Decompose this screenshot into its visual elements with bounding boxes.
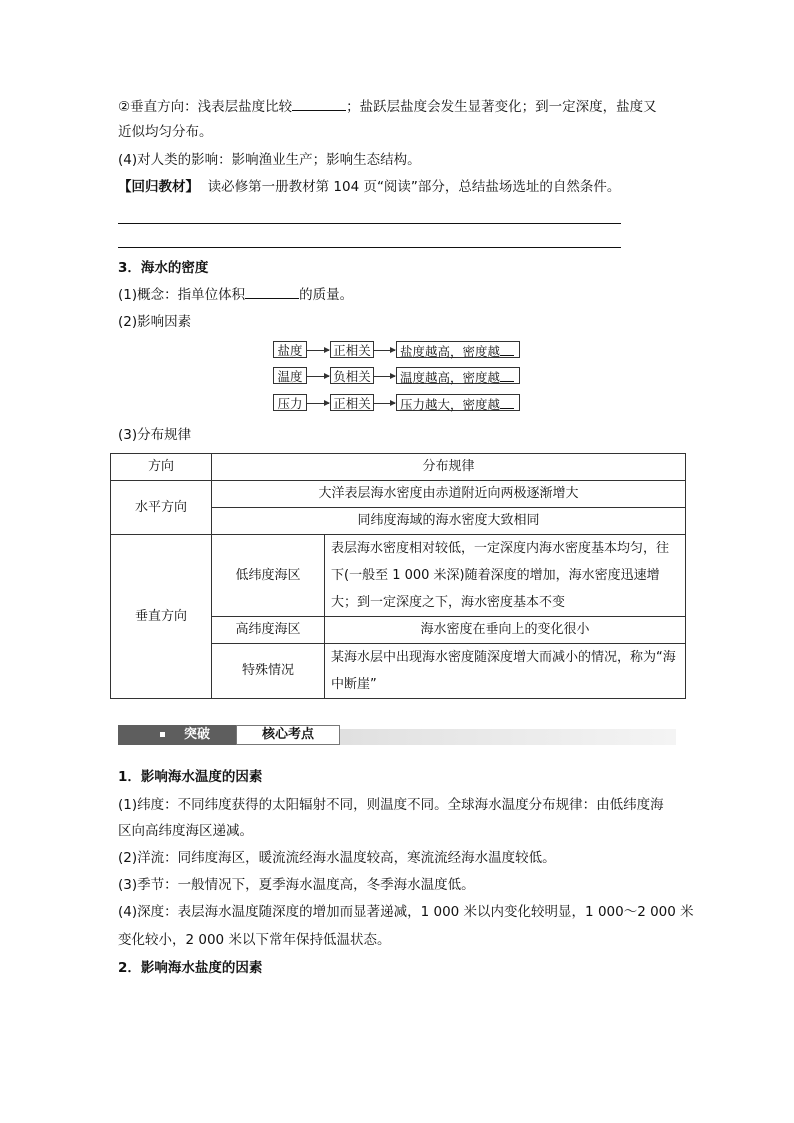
banner-dark [118, 725, 236, 745]
salinity-title: 2．影响海水盐度的因素 [118, 960, 263, 976]
answer-line-1[interactable] [118, 223, 621, 224]
fill-blank[interactable] [500, 342, 514, 356]
factor-box: 温度 [273, 367, 307, 384]
table-row [111, 535, 686, 617]
fill-blank[interactable] [500, 395, 514, 409]
latitude-line-1: (1)纬度：不同纬度获得的太阳辐射不同，则温度不同。全球海水温度分布规律：由低纬度海 [118, 797, 664, 813]
concept-text-a: (1)概念：指单位体积 [118, 287, 246, 303]
factors-title: (2)影响因素 [118, 314, 192, 330]
table-cell-horizontal: 水平方向 [111, 481, 212, 535]
arrow-icon [307, 376, 329, 377]
effect-text: 盐度越高，密度越 [400, 344, 501, 359]
effect-box [396, 394, 520, 411]
review-text: 读必修第一册教材第 104 页“阅读”部分，总结盐场选址的自然条件。 [207, 179, 621, 195]
table-cell: 表层海水密度相对较低，一定深度内海水密度基本均匀，往下(一般至 1 000 米深)随着深度的增加，海水密度迅速增大；到一定深度之下，海水密度基本不变 [325, 535, 686, 617]
current-line: (2)洋流：同纬度海区，暖流流经海水温度较高，寒流流经海水温度较低。 [118, 850, 556, 866]
vertical-salinity-text-b: ；盐跃层盐度会发生显著变化；到一定深度，盐度又 [346, 99, 657, 115]
effect-box [396, 367, 520, 384]
answer-line-2[interactable] [118, 247, 621, 248]
table-row [111, 481, 686, 508]
table-cell-vertical: 垂直方向 [111, 535, 212, 699]
table-header-rule: 分布规律 [212, 454, 686, 481]
latitude-line-2: 区向高纬度海区递减。 [118, 823, 253, 839]
table-row [111, 454, 686, 481]
table-cell: 海水密度在垂向上的变化很小 [325, 617, 686, 644]
table-cell: 特殊情况 [212, 644, 325, 699]
density-concept [118, 284, 353, 305]
banner-light-label: 核心考点 [236, 725, 340, 745]
depth-line-1: (4)深度：表层海水温度随深度的增加而显著递减，1 000 米以内变化较明显，1 000～2 000 米 [118, 904, 694, 920]
arrow-icon [307, 350, 329, 351]
effect-box [396, 341, 520, 358]
factor-box: 压力 [273, 394, 307, 411]
review-tag: 【回归教材】 [118, 179, 199, 195]
temperature-title: 1．影响海水温度的因素 [118, 769, 263, 785]
human-impact-line: (4)对人类的影响：影响渔业生产；影响生态结构。 [118, 152, 421, 168]
fill-blank[interactable] [245, 284, 299, 299]
vertical-salinity-text-a: ②垂直方向：浅表层盐度比较 [118, 99, 293, 115]
square-bullet-icon [160, 732, 165, 737]
table-cell: 大洋表层海水密度由赤道附近向两极逐渐增大 [212, 481, 686, 508]
concept-text-b: 的质量。 [299, 287, 354, 303]
table-header-direction: 方向 [111, 454, 212, 481]
relation-box: 正相关 [330, 394, 374, 411]
table-cell: 低纬度海区 [212, 535, 325, 617]
arrow-icon [307, 403, 329, 404]
arrow-icon [374, 403, 395, 404]
relation-box: 正相关 [330, 341, 374, 358]
review-line [118, 177, 620, 197]
density-distribution-table [110, 453, 686, 699]
depth-line-2: 变化较小，2 000 米以下常年保持低温状态。 [118, 932, 391, 948]
fill-blank[interactable] [500, 368, 514, 382]
effect-text: 温度越高，密度越 [400, 370, 501, 385]
table-cell: 高纬度海区 [212, 617, 325, 644]
season-line: (3)季节：一般情况下，夏季海水温度高，冬季海水温度低。 [118, 877, 475, 893]
table-cell: 某海水层中出现海水密度随深度增大而减小的情况，称为“海中断崖” [325, 644, 686, 699]
relation-box: 负相关 [330, 367, 374, 384]
section-banner [118, 725, 676, 747]
arrow-icon [374, 350, 395, 351]
fill-blank[interactable] [292, 96, 346, 111]
vertical-salinity-line-1 [118, 96, 657, 117]
distribution-title: (3)分布规律 [118, 427, 192, 443]
table-cell: 同纬度海域的海水密度大致相同 [212, 508, 686, 535]
arrow-icon [374, 376, 395, 377]
effect-text: 压力越大，密度越 [400, 397, 501, 412]
factor-box: 盐度 [273, 341, 307, 358]
density-title: 3．海水的密度 [118, 260, 209, 276]
vertical-salinity-line-2: 近似均匀分布。 [118, 124, 213, 140]
banner-dark-label: 突破 [184, 727, 211, 742]
